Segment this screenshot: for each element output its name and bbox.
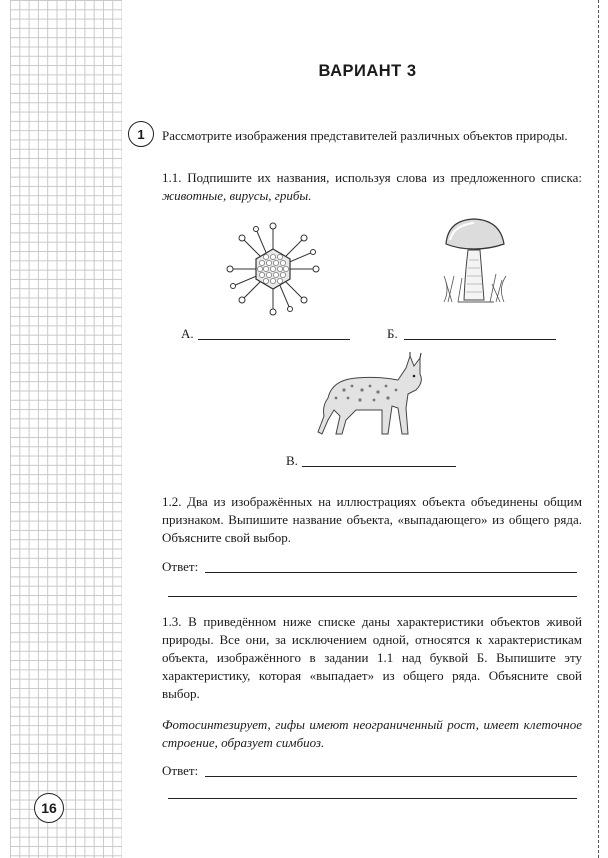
label-b: Б. <box>387 326 398 341</box>
answer-line-1-3-b[interactable] <box>168 798 577 799</box>
characteristics-list: Фотосинтезирует, гифы имеют неограниченный рост, имеет клеточное строение, образует симбиоз. <box>162 717 582 750</box>
question-1-3: 1.3. В приведённом ниже списке даны характеристики объектов живой природы. Все они, за исключением одной, относятся к характеристикам объекта, изображённого в задании 1.1 над буквой Б. Выпишите эту характеристику, которая «выпадает» из общего ряда. Объясните свой выбор. <box>162 614 582 701</box>
page-number: 16 <box>34 793 64 823</box>
margin-grid <box>10 0 122 858</box>
word-list: животные, вирусы, грибы. <box>162 188 312 203</box>
answer-line-1-2-a[interactable] <box>205 572 577 573</box>
cut-line <box>598 0 599 858</box>
task-number: 1 <box>128 121 154 147</box>
question-1-2: 1.2. Два из изображённых на иллюстрациях объекта объединены общим признаком. Выпишите название объекта, «выпадающего» из общего ряда. Объясните свой выбор. <box>162 494 582 545</box>
virus-illustration <box>226 222 320 316</box>
page-title: ВАРИАНТ 3 <box>318 62 417 80</box>
task-intro: Рассмотрите изображения представителей различных объектов природы. <box>162 128 568 143</box>
answer-line-b[interactable] <box>404 339 556 340</box>
lynx-illustration <box>316 350 426 438</box>
mushroom-illustration <box>440 216 510 306</box>
answer-label-1-2: Ответ: <box>162 559 199 574</box>
question-1-1-text: 1.1. Подпишите их названия, используя слова из предложенного списка: <box>162 170 582 185</box>
answer-line-a[interactable] <box>198 339 350 340</box>
answer-line-1-3-a[interactable] <box>205 776 577 777</box>
label-v: В. <box>286 453 298 468</box>
answer-line-1-2-b[interactable] <box>168 596 577 597</box>
answer-line-v[interactable] <box>302 466 456 467</box>
question-1-1 <box>162 169 582 205</box>
answer-label-1-3: Ответ: <box>162 763 199 778</box>
label-a: А. <box>181 326 194 341</box>
